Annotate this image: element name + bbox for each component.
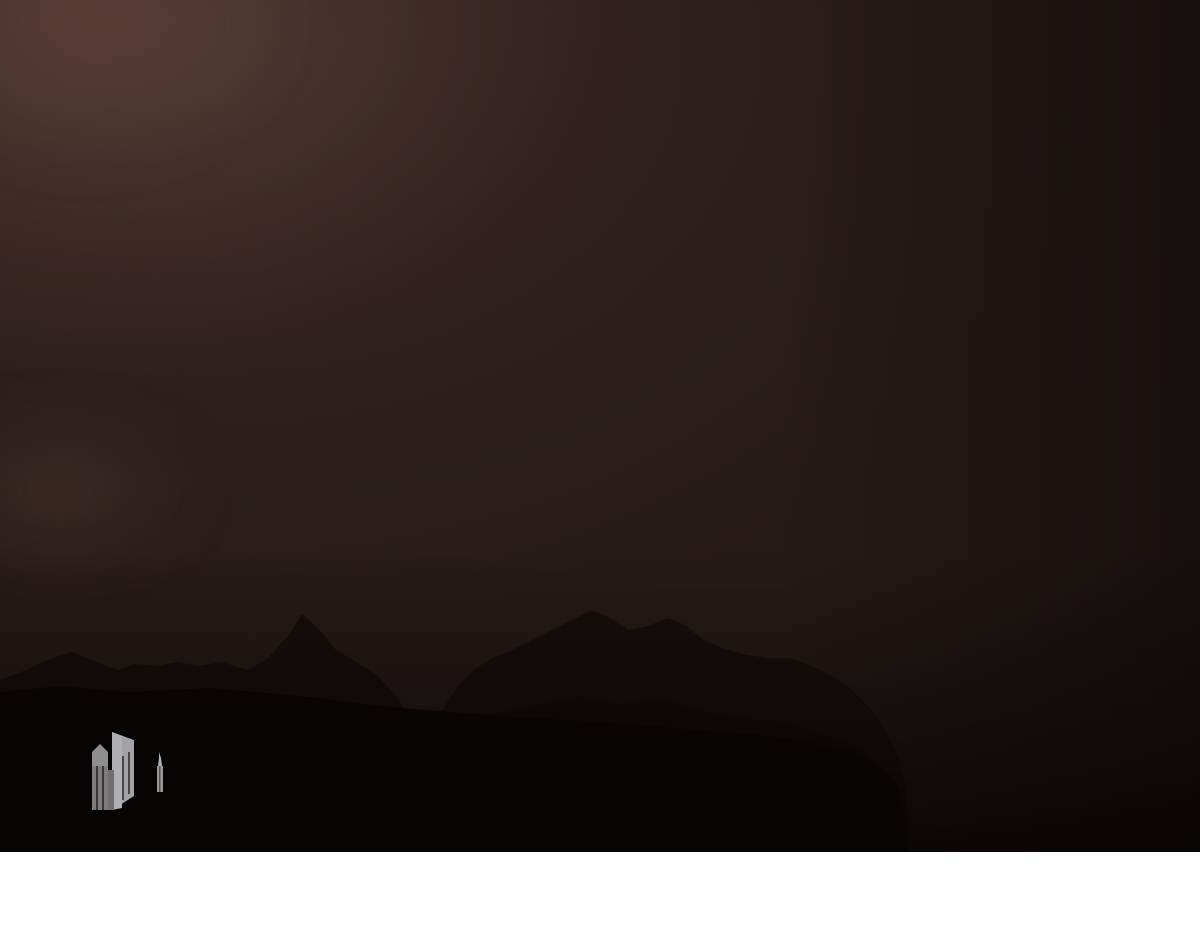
bottom-vignette	[0, 552, 1200, 852]
lit-tower	[152, 752, 168, 794]
caption-text	[0, 852, 1200, 934]
top-left-glow	[0, 0, 300, 180]
caption-band	[0, 852, 1200, 934]
